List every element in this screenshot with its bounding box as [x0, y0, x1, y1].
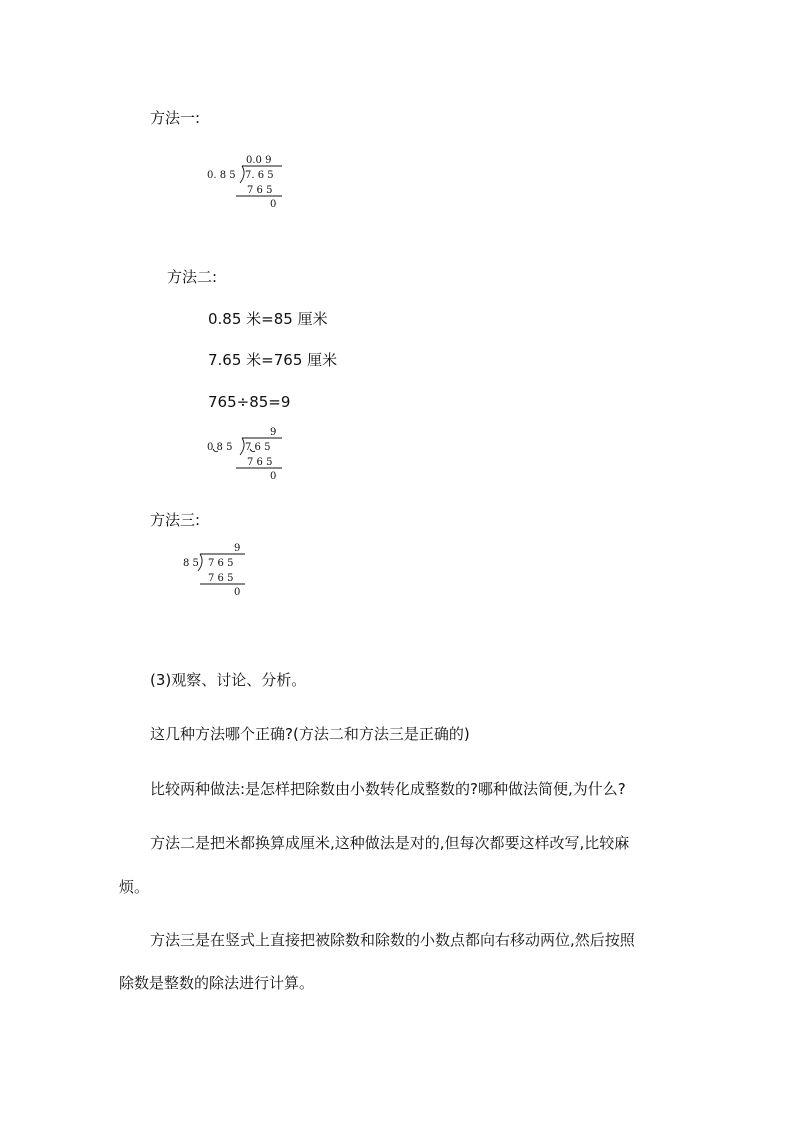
method2-conversion-2: 7.65 米=765 厘米 — [208, 351, 338, 369]
method1-division-bracket — [240, 166, 244, 183]
method2-product: 7 6 5 — [247, 457, 273, 468]
method3-note-line2: 除数是整数的除法进行计算。 — [119, 974, 315, 992]
method3-divisor: 8 5 — [183, 558, 199, 569]
method2-long-division — [200, 422, 300, 486]
method2-remainder: 0 — [270, 471, 277, 482]
method1-dividend: 7. 6 5 — [245, 170, 274, 181]
method2-note-line1: 方法二是把米都换算成厘米,这种做法是对的,但每次都要这样改写,比较麻 — [150, 834, 630, 852]
method2-divisor: 0 8 5 — [207, 442, 233, 453]
method3-note-line1: 方法三是在竖式上直接把被除数和除数的小数点都向右移动两位,然后按照 — [150, 931, 635, 949]
method3-long-division — [175, 538, 265, 602]
method3-dividend: 7 6 5 — [208, 558, 234, 569]
method1-product: 7 6 5 — [247, 185, 273, 196]
method2-division-bracket — [240, 438, 244, 455]
discussion-question: 这几种方法哪个正确?(方法二和方法三是正确的) — [150, 725, 470, 743]
method2-note-line2: 烦。 — [119, 878, 150, 896]
method3-remainder: 0 — [234, 587, 241, 598]
method3-quotient: 9 — [234, 543, 241, 554]
discussion-step-title: (3)观察、讨论、分析。 — [150, 671, 307, 689]
method2-conversion-3: 765÷85=9 — [208, 393, 291, 411]
method2-quotient: 9 — [270, 427, 277, 438]
method3-heading: 方法三: — [150, 511, 201, 529]
method1-heading: 方法一: — [150, 109, 201, 127]
method2-heading: 方法二: — [167, 268, 218, 286]
method2-conversion-1: 0.85 米=85 厘米 — [208, 310, 328, 328]
method1-remainder: 0 — [270, 199, 277, 210]
discussion-compare: 比较两种做法:是怎样把除数由小数转化成整数的?哪种做法简便,为什么? — [150, 780, 626, 798]
method1-long-division — [200, 150, 300, 214]
method1-quotient: 0.0 9 — [246, 155, 272, 166]
method2-dividend: 7 6 5 — [245, 442, 271, 453]
method1-divisor: 0. 8 5 — [207, 170, 236, 181]
method3-product: 7 6 5 — [208, 573, 234, 584]
